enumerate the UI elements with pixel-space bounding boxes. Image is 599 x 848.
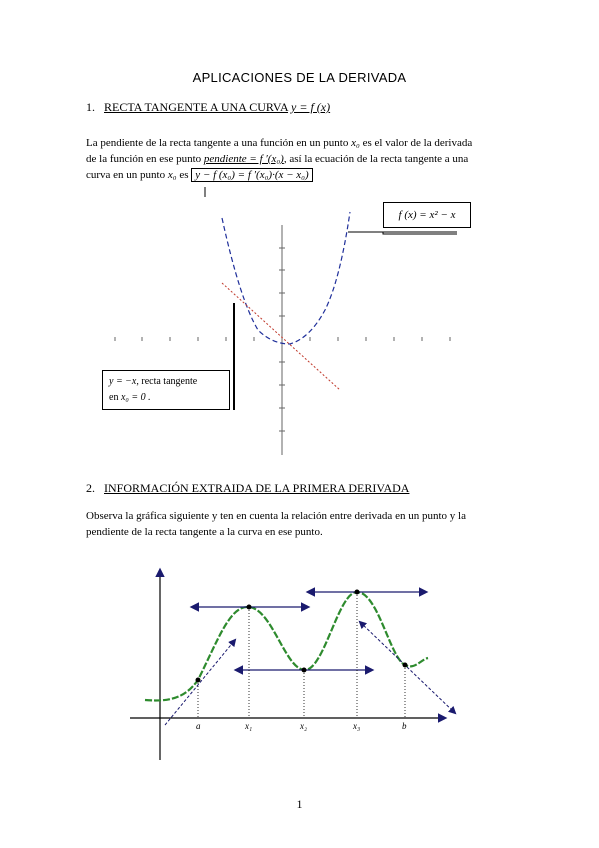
tangent-arrow-b [360, 622, 455, 713]
para-3-text-a: curva en un punto [86, 169, 166, 181]
tick-label-b: b [402, 721, 407, 731]
tangent-x0: x₀ = 0 . [120, 392, 151, 403]
section-2-number: 2. [86, 481, 95, 495]
page-title: APLICACIONES DE LA DERIVADA [192, 70, 407, 85]
section-2-line-1: Observa la gráfica siguiente y ten en cuenta la relación entre derivada en un punto y la [86, 510, 466, 522]
tick-label-a: a [196, 721, 201, 731]
tangent-arrow-a [165, 640, 235, 725]
tick-label-x3: x₃ [353, 721, 361, 731]
section-2-title: INFORMACIÓN EXTRAIDA DE LA PRIMERA DERIVADA [104, 481, 410, 495]
page-number: 1 [296, 797, 303, 811]
section-1-number: 1. [86, 100, 95, 114]
section-1-formula: y = f (x) [291, 100, 331, 114]
function-label-box: f (x) = x² − x [383, 202, 471, 228]
tangent-formula: y = −x [109, 376, 137, 387]
para-3-es: es [179, 169, 189, 181]
para-2-text-a: de la función en ese punto [86, 153, 202, 165]
tangent-text: , recta tangente [136, 376, 198, 387]
para-2-text-b: , así la ecuación de la recta tangente a una [283, 153, 469, 165]
section-2-line-2: pendiente de la recta tangente a la curva en ese punto. [86, 526, 323, 538]
para-3-x0: x₀ [167, 169, 177, 181]
section-1-title: RECTA TANGENTE A UNA CURVA [104, 100, 289, 114]
tangent-line-equation: y − f (x₀) = f ′(x₀)·(x − x₀) [191, 168, 312, 182]
graph-2-guides [198, 592, 405, 718]
para-1-x0: x₀ [351, 137, 360, 149]
para-1-text-a: La pendiente de la recta tangente a una función en un punto [86, 137, 349, 149]
tick-label-x1: x₁ [245, 721, 253, 731]
para-1-text-b: es el valor de la derivada [362, 137, 473, 149]
tick-label-x2: x₂ [300, 721, 308, 731]
tangent-en: en [109, 392, 119, 403]
slope-formula: pendiente = f ′(x₀) [203, 153, 284, 165]
